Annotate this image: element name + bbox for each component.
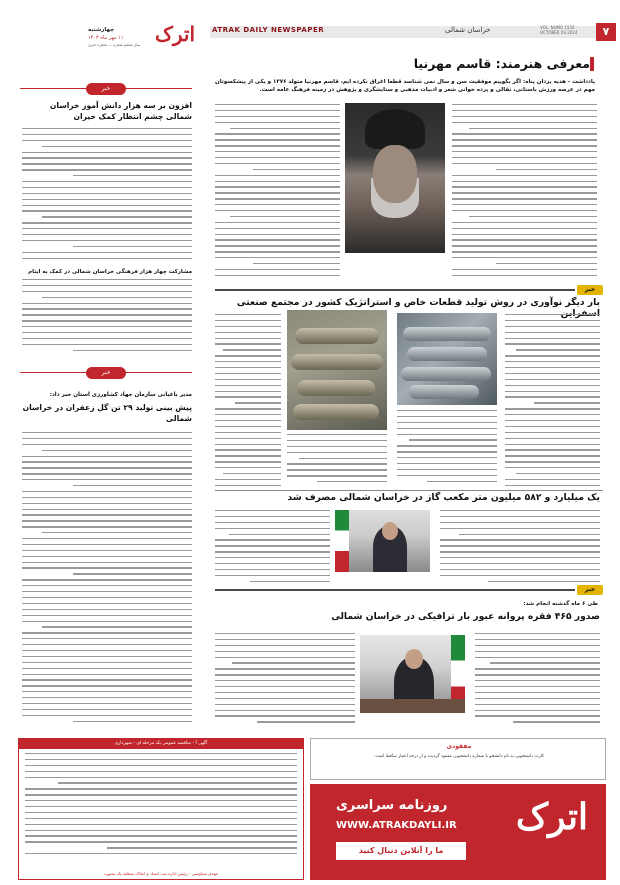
news-divider-2 bbox=[215, 490, 603, 491]
legal-notice-signature: مهدی سیاوشی - رئیس اداره ثبت اسناد و املاک منطقه یک بجنورد bbox=[104, 871, 218, 876]
promo-website-link[interactable]: WWW.ATRAKDAYLI.IR bbox=[336, 820, 457, 831]
news-gas-col-left bbox=[215, 510, 330, 586]
lost-notice-title: مفقودی bbox=[446, 743, 472, 750]
issue-date-en: OCTOBER 03.2024 bbox=[540, 30, 578, 35]
sidebar-story-subhead: مشارکت چهار هزار فرهنگی خراسان شمالی در کمک به ایتام bbox=[28, 269, 192, 275]
news-traffic-col-left bbox=[215, 633, 355, 729]
news-gas-col-right bbox=[440, 510, 600, 586]
factory-photo-1 bbox=[397, 313, 497, 405]
news-headline-industry[interactable]: بار دیگر نوآوری در روش تولید قطعات خاص و استراتژیک کشور در مجتمع صنعتی bbox=[236, 297, 600, 308]
feature-title[interactable]: معرفی هنرمند: قاسم مهرنیا bbox=[413, 56, 590, 71]
sidebar-story2-kicker: مدیر باغبانی سازمان جهاد کشاورزی استان خبر داد: bbox=[49, 392, 192, 398]
legal-notice-body bbox=[25, 753, 297, 859]
lost-notice-text: کارت دانشجویی به نام دانشجو با شماره دانشجویی مفقود گردیده و از درجه اعتبار ساقط است. bbox=[373, 754, 545, 759]
feature-column-right bbox=[452, 104, 597, 280]
sidebar-story-title[interactable]: افزون بر سه هزار دانش آموز خراسان شمالی چشم انتظار کمک خیران bbox=[49, 101, 192, 121]
masthead-title: ATRAK DAILY NEWSPAPER bbox=[212, 26, 325, 34]
volume-number: VOL. NUMO 1554 bbox=[540, 25, 575, 30]
feature-title-marker bbox=[590, 57, 594, 71]
newspaper-promo-ad[interactable] bbox=[310, 784, 606, 880]
news-badge: خبر bbox=[86, 83, 126, 95]
feature-column-left bbox=[215, 104, 340, 280]
issue-date: ۱۱ مهر ماه ۱۴۰۳ bbox=[88, 35, 124, 41]
portrait-hat bbox=[365, 109, 425, 149]
page-number: ۷ bbox=[596, 23, 616, 41]
factory-photo-2 bbox=[287, 310, 387, 430]
newspaper-logo: اترک bbox=[154, 22, 195, 46]
volume-info bbox=[540, 25, 577, 35]
news-industry-col-left bbox=[215, 314, 281, 489]
news-divider bbox=[215, 285, 603, 295]
promo-title: روزنامه سراسری bbox=[336, 798, 448, 813]
lost-notice-ad bbox=[310, 738, 606, 780]
promo-logo: اترک bbox=[515, 796, 588, 838]
news-divider-3 bbox=[215, 585, 603, 595]
section-name: خراسان شمالی bbox=[445, 26, 491, 34]
issue-day: چهارشنبه bbox=[88, 27, 115, 33]
sidebar-story2-body bbox=[22, 432, 192, 732]
news-traffic-col-right bbox=[475, 633, 600, 729]
sidebar-story-body bbox=[22, 128, 192, 268]
promo-follow-online: ما را آنلاین دنبال کنید bbox=[336, 842, 466, 860]
iran-flag bbox=[335, 510, 349, 572]
artist-portrait-photo bbox=[345, 103, 445, 253]
legal-notice-ad bbox=[18, 738, 304, 880]
news-badge-2: خبر bbox=[86, 367, 126, 379]
feature-lede: یادداشت - هدیه یزدان پناه: اگر بگوییم موفقیت سن و سال نمی شناسد قطعا اغراق نکرده ایم، قاسم مهرنیا متولد ۱۳۷۶ و یکی از پیشکسوتان مهم در عرصه ورزش باستانی، نقالی و پرده خوانی شعر و ادبیات مذهبی و ستایشگری و پژوهش در زمینه فرهنگ عامه است. bbox=[215, 79, 596, 93]
news-tag-2: خبر bbox=[577, 585, 603, 595]
traffic-official-photo bbox=[360, 635, 465, 713]
sidebar-story-body-2 bbox=[22, 279, 192, 361]
news-traffic-kicker: طی ۶ ماه گذشته انجام شد: bbox=[523, 601, 598, 607]
news-headline-gas[interactable]: یک میلیارد و ۵۸۲ میلیون متر مکعب گاز در خراسان شمالی مصرف شد bbox=[287, 492, 600, 503]
news-industry-col-photo-caption bbox=[287, 434, 387, 490]
gas-official-photo bbox=[335, 510, 430, 572]
sidebar-story2-title[interactable]: پیش بینی تولید ۲۹ تن گل زعفران در خراسان شمالی bbox=[22, 403, 192, 423]
portrait-face bbox=[373, 145, 417, 203]
legal-notice-header: آگهی آ - مناقصه عمومی یک مرحله ای - شهرداری bbox=[19, 739, 303, 749]
issue-info: سال ششم شماره — شماره خبری bbox=[88, 43, 141, 47]
news-industry-col-mid bbox=[397, 410, 497, 490]
news-tag: خبر bbox=[577, 285, 603, 295]
news-headline-traffic[interactable]: صدور ۴۶۵ فقره پروانه عبور بار ترافیکی در خراسان شمالی bbox=[331, 611, 600, 622]
news-industry-col-right bbox=[505, 314, 600, 489]
